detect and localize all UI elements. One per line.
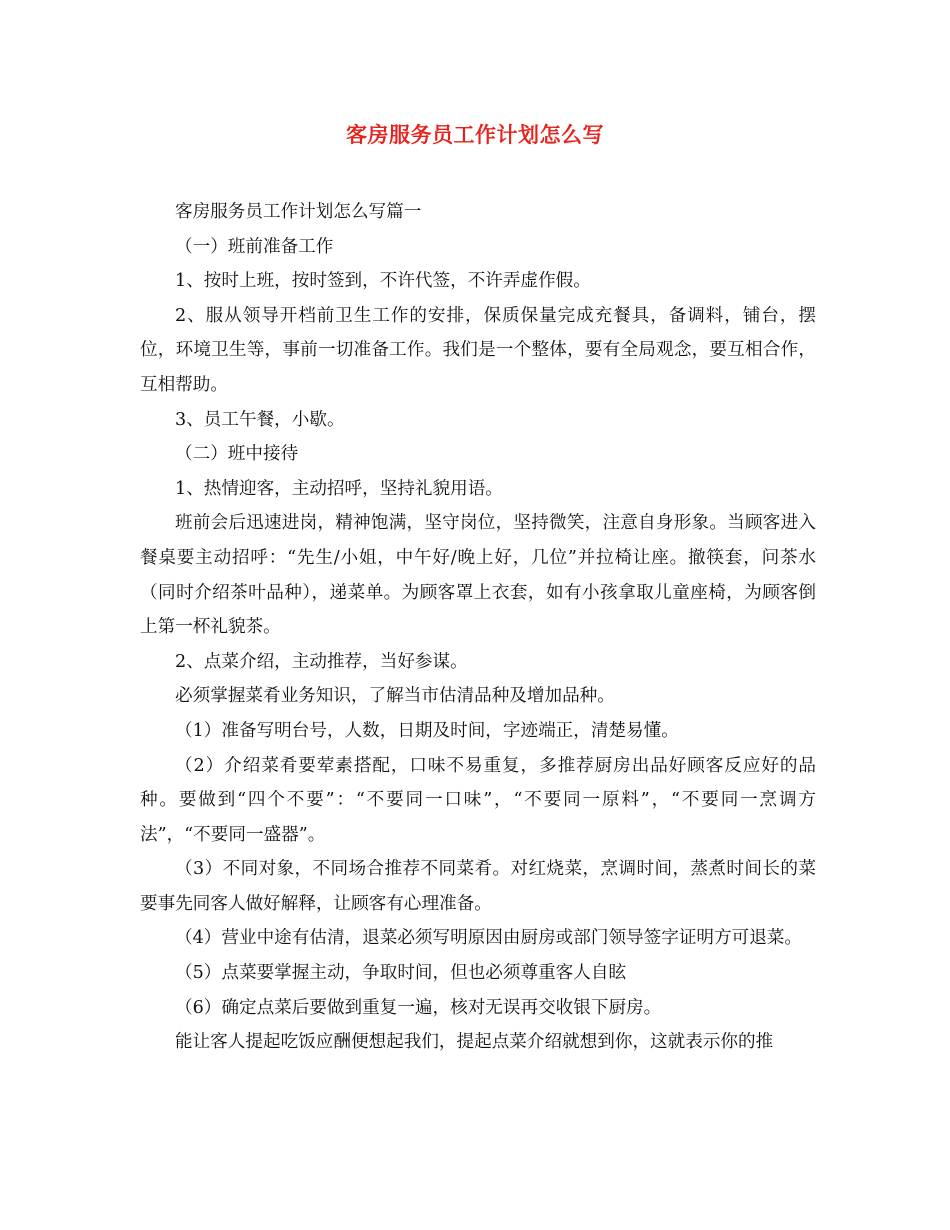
paragraph: 1、热情迎客，主动招呼，坚持礼貌用语。 xyxy=(175,478,503,499)
paragraph: 班前会后迅速进岗，精神饱满，坚守岗位，坚持微笑，注意自身形象。当顾客进入餐桌要主动招呼：“先生/小姐，中午好/晚上好，几位”并拉椅让座。撤筷套，问茶水（同时介绍茶叶品种），递菜单。为顾客罩上衣套，如有小孩拿取儿童座椅，为顾客倒上第一杯礼貌茶。 xyxy=(140,513,816,638)
paragraph: 必须掌握菜肴业务知识，了解当市估清品种及增加品种。 xyxy=(175,686,615,707)
paragraph: （5）点菜要掌握主动，争取时间，但也必须尊重客人自眩 xyxy=(175,963,627,984)
document-title: 客房服务员工作计划怎么写 xyxy=(346,122,604,147)
paragraph: （3）不同对象，不同场合推荐不同菜肴。对红烧菜，烹调时间，蒸煮时间长的菜要事先同客人做好解释，让顾客有心理准备。 xyxy=(140,859,816,914)
paragraph: （2）介绍菜肴要荤素搭配，口味不易重复，多推荐厨房出品好顾客反应好的品种。要做到“四个不要”：“不要同一口味”，“不要同一原料”，“不要同一烹调方法”，“不要同一盛器”。 xyxy=(140,755,816,845)
paragraph: （一）班前准备工作 xyxy=(175,236,334,257)
paragraph: （6）确定点菜后要做到重复一遍，核对无误再交收银下厨房。 xyxy=(175,997,662,1018)
paragraph: 客房服务员工作计划怎么写篇一 xyxy=(175,202,422,222)
paragraph: 2、服从领导开档前卫生工作的安排，保质保量完成充餐具，备调料，铺台，摆位，环境卫生等，事前一切准备工作。我们是一个整体，要有全局观念，要互相合作，互相帮助。 xyxy=(140,305,816,395)
paragraph: 2、点菜介绍，主动推荐，当好参谋。 xyxy=(175,651,468,672)
paragraph: 能让客人提起吃饭应酬便想起我们，提起点菜介绍就想到你，这就表示你的推 xyxy=(175,1032,774,1053)
paragraph: 1、按时上班，按时签到，不许代签，不许弄虚作假。 xyxy=(175,271,591,292)
paragraph: 3、员工午餐，小歇。 xyxy=(175,409,345,430)
paragraph: （4）营业中途有估清，退菜必须写明原因由厨房或部门领导签字证明方可退菜。 xyxy=(175,928,802,949)
paragraph: （1）准备写明台号，人数，日期及时间，字迹端正，清楚易懂。 xyxy=(175,720,679,741)
document-body xyxy=(140,195,816,1060)
paragraph: （二）班中接待 xyxy=(175,444,299,465)
